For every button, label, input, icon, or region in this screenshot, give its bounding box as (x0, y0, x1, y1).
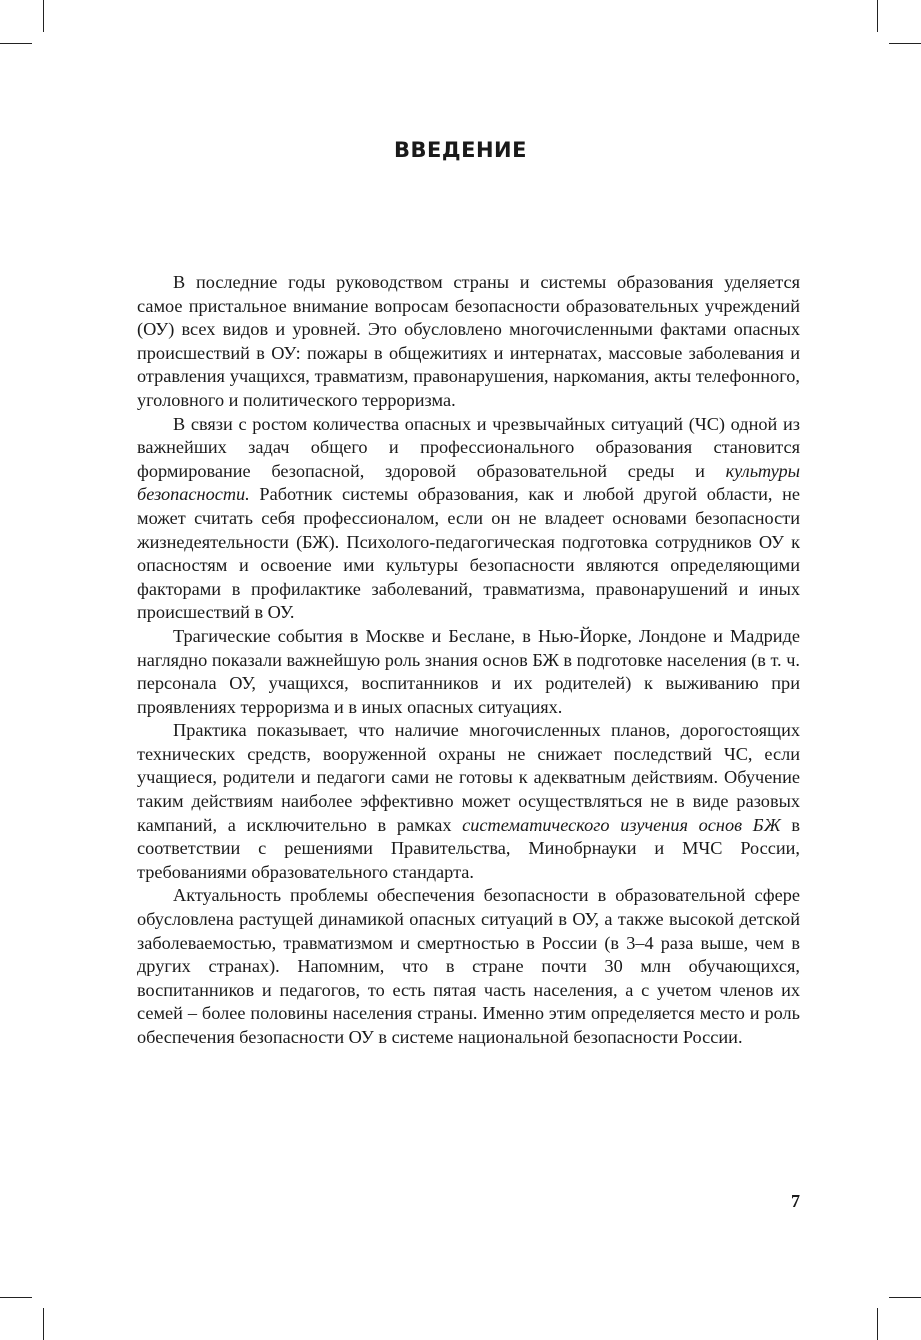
italic-phrase: систематического изучения основ БЖ (462, 814, 781, 835)
crop-mark-bottom-right-horizontal (889, 1297, 921, 1298)
crop-mark-top-left-vertical (43, 0, 44, 32)
crop-mark-top-right-vertical (877, 0, 878, 32)
crop-mark-bottom-left-horizontal (0, 1297, 32, 1298)
text-run: В последние годы руководством страны и системы образования уделяется самое пристальное внимание вопросам безопасности образовательных учреждений (ОУ) всех видов и уровней. Это обусловлено многочисленными фактами опасных происшествий в ОУ: пожары в общежитиях и интернатах, массовые заболевания и отравления учащихся, травматизм, правонарушения, наркомания, акты телефонного, уголовного и политического терроризма. (137, 272, 800, 410)
paragraph (137, 884, 800, 1049)
body-text (137, 271, 800, 1050)
text-run: В связи с ростом количества опасных и чрезвычайных ситуаций (ЧС) одной из важнейших задач общего и профессионального образования становится формирование безопасной, здоровой образовательной среды и (137, 413, 800, 481)
page-number: 7 (791, 1191, 800, 1211)
text-run: Работник системы образования, как и любой другой области, не может считать себя профессионалом, если он не владеет основами безопасности жизнедеятельности (БЖ). Психолого-педагогическая подготовка сотрудников ОУ к опасностям и освоение ими культуры безопасности являются определяющими факторами в профилактике заболеваний, травматизма, правонарушений и иных происшествий в ОУ. (137, 484, 800, 623)
paragraph (137, 413, 800, 625)
crop-mark-bottom-left-vertical (43, 1308, 44, 1340)
text-run: в соответствии с решениями Правительства, Минобрнауки и МЧС России, требованиями образовательного стандарта. (137, 814, 800, 882)
italic-phrase: культуры безопасности. (137, 460, 800, 505)
crop-mark-top-left-horizontal (0, 43, 32, 44)
paragraph (137, 625, 800, 719)
text-run: Трагические события в Москве и Беслане, в Нью-Йорке, Лондоне и Мадриде наглядно показали важнейшую роль знания основ БЖ в подготовке населения (в т. ч. персонала ОУ, учащихся, воспитанников и их родителей) к выживанию при проявлениях терроризма и в иных опасных ситуациях. (137, 625, 800, 717)
page-title: ВВЕДЕНИЕ (394, 138, 527, 162)
crop-mark-top-right-horizontal (889, 43, 921, 44)
paragraph (137, 719, 800, 884)
crop-mark-bottom-right-vertical (877, 1308, 878, 1340)
text-run: Практика показывает, что наличие многочисленных планов, дорогостоящих технических средств, вооруженной охраны не снижает последствий ЧС, если учащиеся, родители и педагоги сами не готовы к адекватным действиям. Обучение таким действиям наиболее эффективно может осуществляться не в виде разовых кампаний, а исключительно в рамках (137, 720, 800, 835)
paragraph (137, 271, 800, 413)
text-run: Актуальность проблемы обеспечения безопасности в образовательной сфере обусловлена растущей динамикой опасных ситуаций в ОУ, а также высокой детской заболеваемостью, травматизмом и смертностью в России (в 3–4 раза выше, чем в других странах). Напомним, что в стране почти 30 млн обучающихся, воспитанников и педагогов, то есть пятая часть населения, а с учетом членов их семей – более половины населения страны. Именно этим определяется место и роль обеспечения безопасности ОУ в системе национальной безопасности России. (137, 885, 800, 1047)
